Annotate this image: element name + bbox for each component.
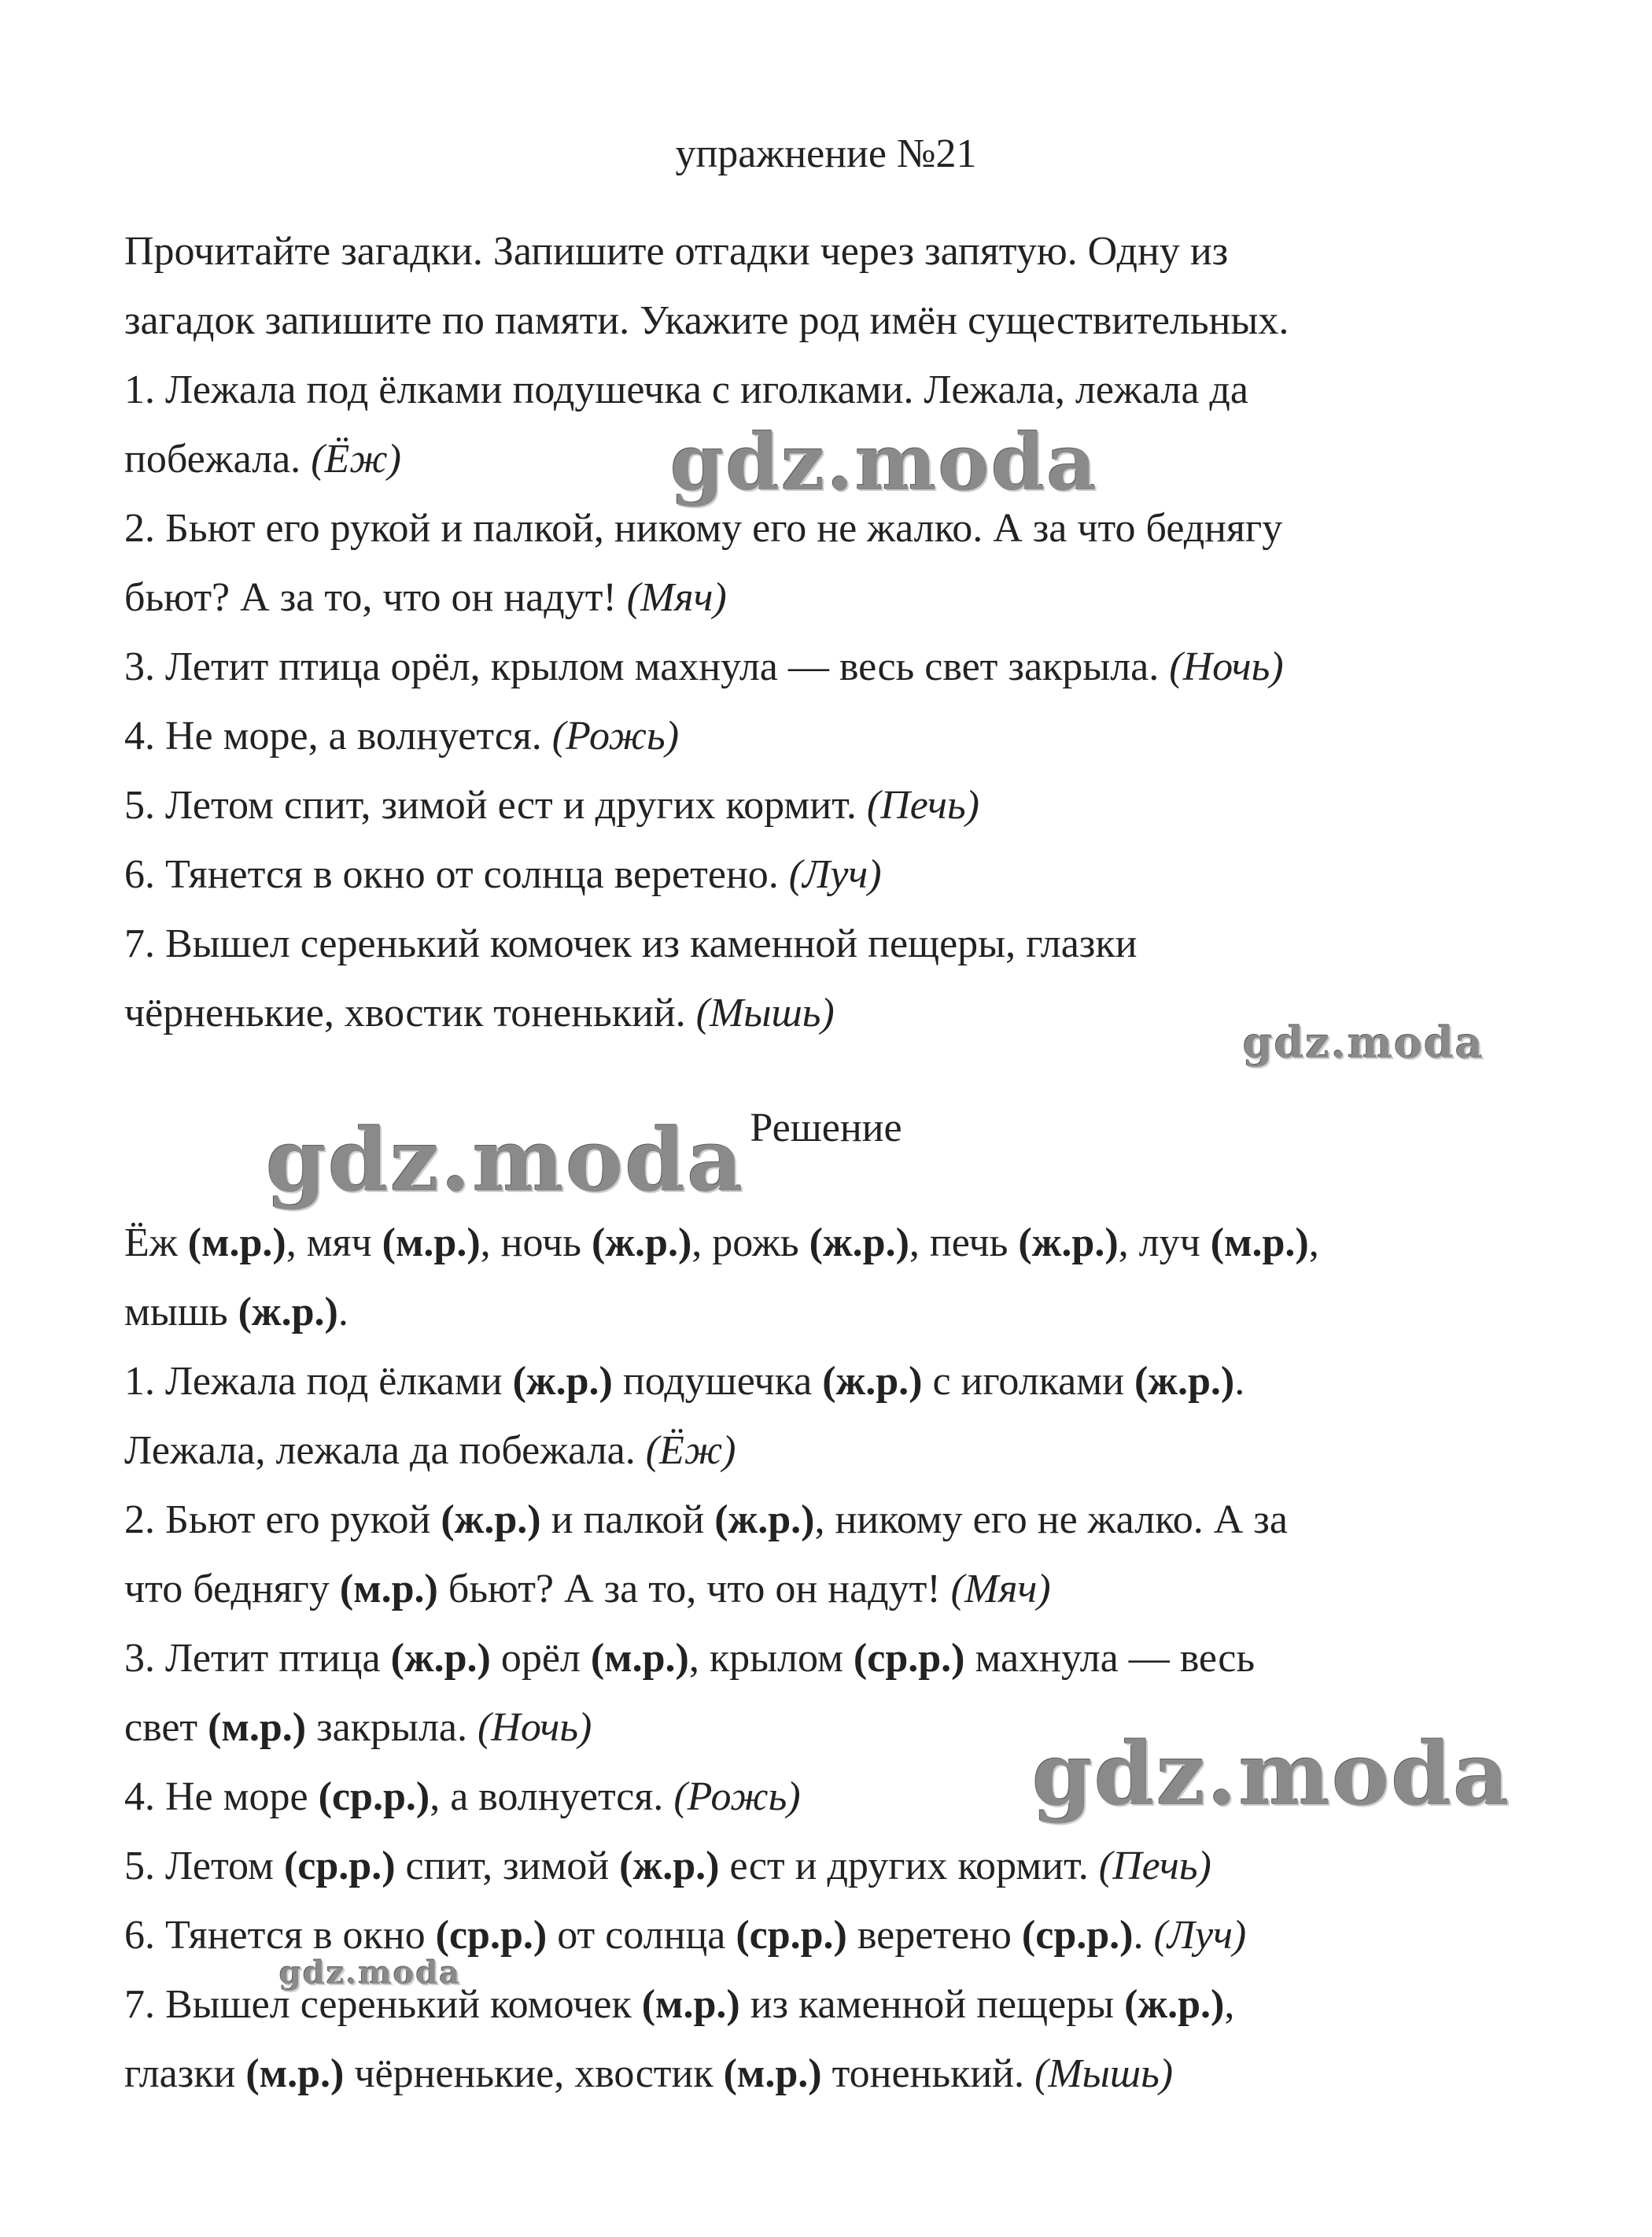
text: 5. Летом (124, 1844, 284, 1888)
gender-tag: (ср.р.) (736, 1913, 847, 1958)
riddle-3 (124, 633, 1564, 702)
word: Ёж (124, 1220, 188, 1265)
word: , рожь (691, 1220, 809, 1265)
word: , ночь (480, 1220, 592, 1265)
riddle-answer: (Мышь) (1034, 2051, 1174, 2096)
word: мышь (124, 1290, 238, 1334)
riddle-6 (124, 840, 1564, 910)
riddle-4 (124, 702, 1564, 771)
text: ест и других кормит. (719, 1844, 1099, 1888)
task-block (124, 217, 1564, 1048)
solution-title: Решение (750, 1106, 902, 1150)
text: . (1234, 1359, 1245, 1404)
solution-2-line-2 (124, 1555, 1564, 1624)
instruction-line: загадок запишите по памяти. Укажите род имён существительных. (124, 298, 1289, 343)
gender-tag: (м.р.) (590, 1636, 689, 1681)
solution-1-line-1 (124, 1347, 1564, 1416)
riddle-text: 5. Летом спит, зимой ест и других кормит. (124, 783, 867, 828)
watermark: gdz.moda (1243, 1017, 1484, 1068)
riddle-answer: (Печь) (866, 783, 979, 828)
riddle-text: побежала. (124, 437, 312, 482)
gender-tag: (ср.р.) (435, 1913, 548, 1958)
riddle-answer: (Ночь) (477, 1705, 592, 1750)
gender-tag: (м.р.) (339, 1567, 438, 1611)
summary-line-2 (124, 1278, 1564, 1347)
text: 7. Вышел серенький комочек (124, 1982, 642, 2027)
text: тоненький. (821, 2051, 1034, 2096)
riddle-answer: (Луч) (1153, 1913, 1247, 1958)
text: от солнца (547, 1913, 736, 1958)
solution-2-line-1 (124, 1486, 1564, 1555)
riddle-answer: (Ёж) (645, 1428, 736, 1473)
text: , крылом (688, 1636, 854, 1681)
solution-5 (124, 1832, 1564, 1901)
riddle-text: бьют? А за то, что он надут! (124, 575, 627, 620)
watermark: gdz.moda (266, 1109, 745, 1211)
word: , (1308, 1220, 1319, 1265)
gender-tag: (ж.р.) (1018, 1220, 1119, 1265)
word: , печь (909, 1220, 1019, 1265)
gender-tag: (ср.р.) (853, 1636, 965, 1681)
gender-tag: (ж.р.) (512, 1359, 613, 1404)
gender-tag: (м.р.) (641, 1982, 740, 2027)
text: с иголками (922, 1359, 1134, 1404)
solution-3-line-1 (124, 1624, 1564, 1693)
gender-tag: (м.р.) (208, 1705, 307, 1750)
riddle-answer: (Луч) (788, 852, 882, 897)
gender-tag: (ж.р.) (441, 1497, 541, 1542)
text: и палкой (540, 1497, 715, 1542)
text: . (1133, 1913, 1154, 1958)
text: глазки (124, 2051, 246, 2096)
exercise-title: упражнение №21 (675, 131, 977, 176)
text: чёрненькие, хвостик (344, 2051, 724, 2096)
text: веретено (846, 1913, 1022, 1958)
text: Лежала, лежала да побежала. (124, 1428, 646, 1473)
gender-tag: (ж.р.) (238, 1290, 338, 1334)
gender-tag: (м.р.) (245, 2051, 345, 2096)
text: 3. Летит птица (124, 1636, 391, 1681)
text: закрыла. (306, 1705, 478, 1750)
summary-line-1 (124, 1209, 1564, 1278)
watermark: gdz.moda (279, 1955, 462, 1992)
riddle-answer: (Мышь) (695, 991, 835, 1035)
riddle-5 (124, 771, 1564, 840)
gender-tag: (ж.р.) (592, 1220, 692, 1265)
gender-tag: (ж.р.) (809, 1220, 909, 1265)
riddle-text: 3. Летит птица орёл, крылом махнула — весь свет закрыла. (124, 644, 1170, 689)
text: 6. Тянется в окно (124, 1913, 436, 1958)
gender-tag: (ж.р.) (1124, 1982, 1225, 2027)
text: 4. Не море (124, 1774, 319, 1819)
gender-tag: (ср.р.) (1021, 1913, 1134, 1958)
riddle-text: 4. Не море, а волнуется. (124, 714, 552, 759)
text: 2. Бьют его рукой (124, 1497, 441, 1542)
watermark: gdz.moda (1032, 1723, 1511, 1825)
riddle-2-line-1: 2. Бьют его рукой и палкой, никому его не жалко. А за что беднягу (124, 506, 1283, 551)
gender-tag: (м.р.) (723, 2051, 822, 2096)
riddle-answer: (Рожь) (551, 714, 680, 759)
gender-tag: (м.р.) (382, 1220, 481, 1265)
word: . (337, 1290, 348, 1334)
word: , мяч (286, 1220, 382, 1265)
text: , а волнуется. (430, 1774, 674, 1819)
text: , (1224, 1982, 1235, 2027)
riddle-7-line-1: 7. Вышел серенький комочек из каменной пещеры, глазки (124, 921, 1138, 966)
text: из каменной пещеры (739, 1982, 1125, 2027)
text: свет (124, 1705, 208, 1750)
gender-tag: (м.р.) (187, 1220, 286, 1265)
word: , луч (1118, 1220, 1211, 1265)
riddle-answer: (Мяч) (626, 575, 727, 620)
text: орёл (490, 1636, 591, 1681)
gender-tag: (ж.р.) (619, 1844, 720, 1888)
gender-tag: (ср.р.) (318, 1774, 430, 1819)
text: спит, зимой (395, 1844, 620, 1888)
solution-1-line-2 (124, 1416, 1564, 1486)
riddle-2-line-2 (124, 563, 1564, 633)
text: махнула — весь (964, 1636, 1256, 1681)
riddle-text: чёрненькие, хвостик тоненький. (124, 991, 696, 1035)
riddle-text: 6. Тянется в окно от солнца веретено. (124, 852, 789, 897)
text: , никому его не жалко. А за (814, 1497, 1288, 1542)
solution-7-line-2 (124, 2040, 1564, 2109)
riddle-answer: (Рожь) (673, 1774, 801, 1819)
riddle-1-line-1: 1. Лежала под ёлками подушечка с иголками. Лежала, лежала да (124, 367, 1248, 412)
text: подушечка (612, 1359, 823, 1404)
riddle-answer: (Мяч) (950, 1567, 1051, 1611)
riddle-answer: (Ёж) (311, 437, 401, 482)
gender-tag: (ср.р.) (283, 1844, 396, 1888)
text: 1. Лежала под ёлками (124, 1359, 513, 1404)
text: бьют? А за то, что он надут! (437, 1567, 951, 1611)
gender-tag: (ж.р.) (390, 1636, 491, 1681)
gender-tag: (ж.р.) (714, 1497, 815, 1542)
gender-tag: (м.р.) (1210, 1220, 1309, 1265)
riddle-answer: (Печь) (1098, 1844, 1211, 1888)
gender-tag: (ж.р.) (1134, 1359, 1235, 1404)
riddle-answer: (Ночь) (1169, 644, 1284, 689)
instruction-line: Прочитайте загадки. Запишите отгадки через запятую. Одну из (124, 229, 1229, 274)
gender-tag: (ж.р.) (822, 1359, 923, 1404)
watermark: gdz.moda (670, 418, 1098, 508)
text: что беднягу (124, 1567, 340, 1611)
